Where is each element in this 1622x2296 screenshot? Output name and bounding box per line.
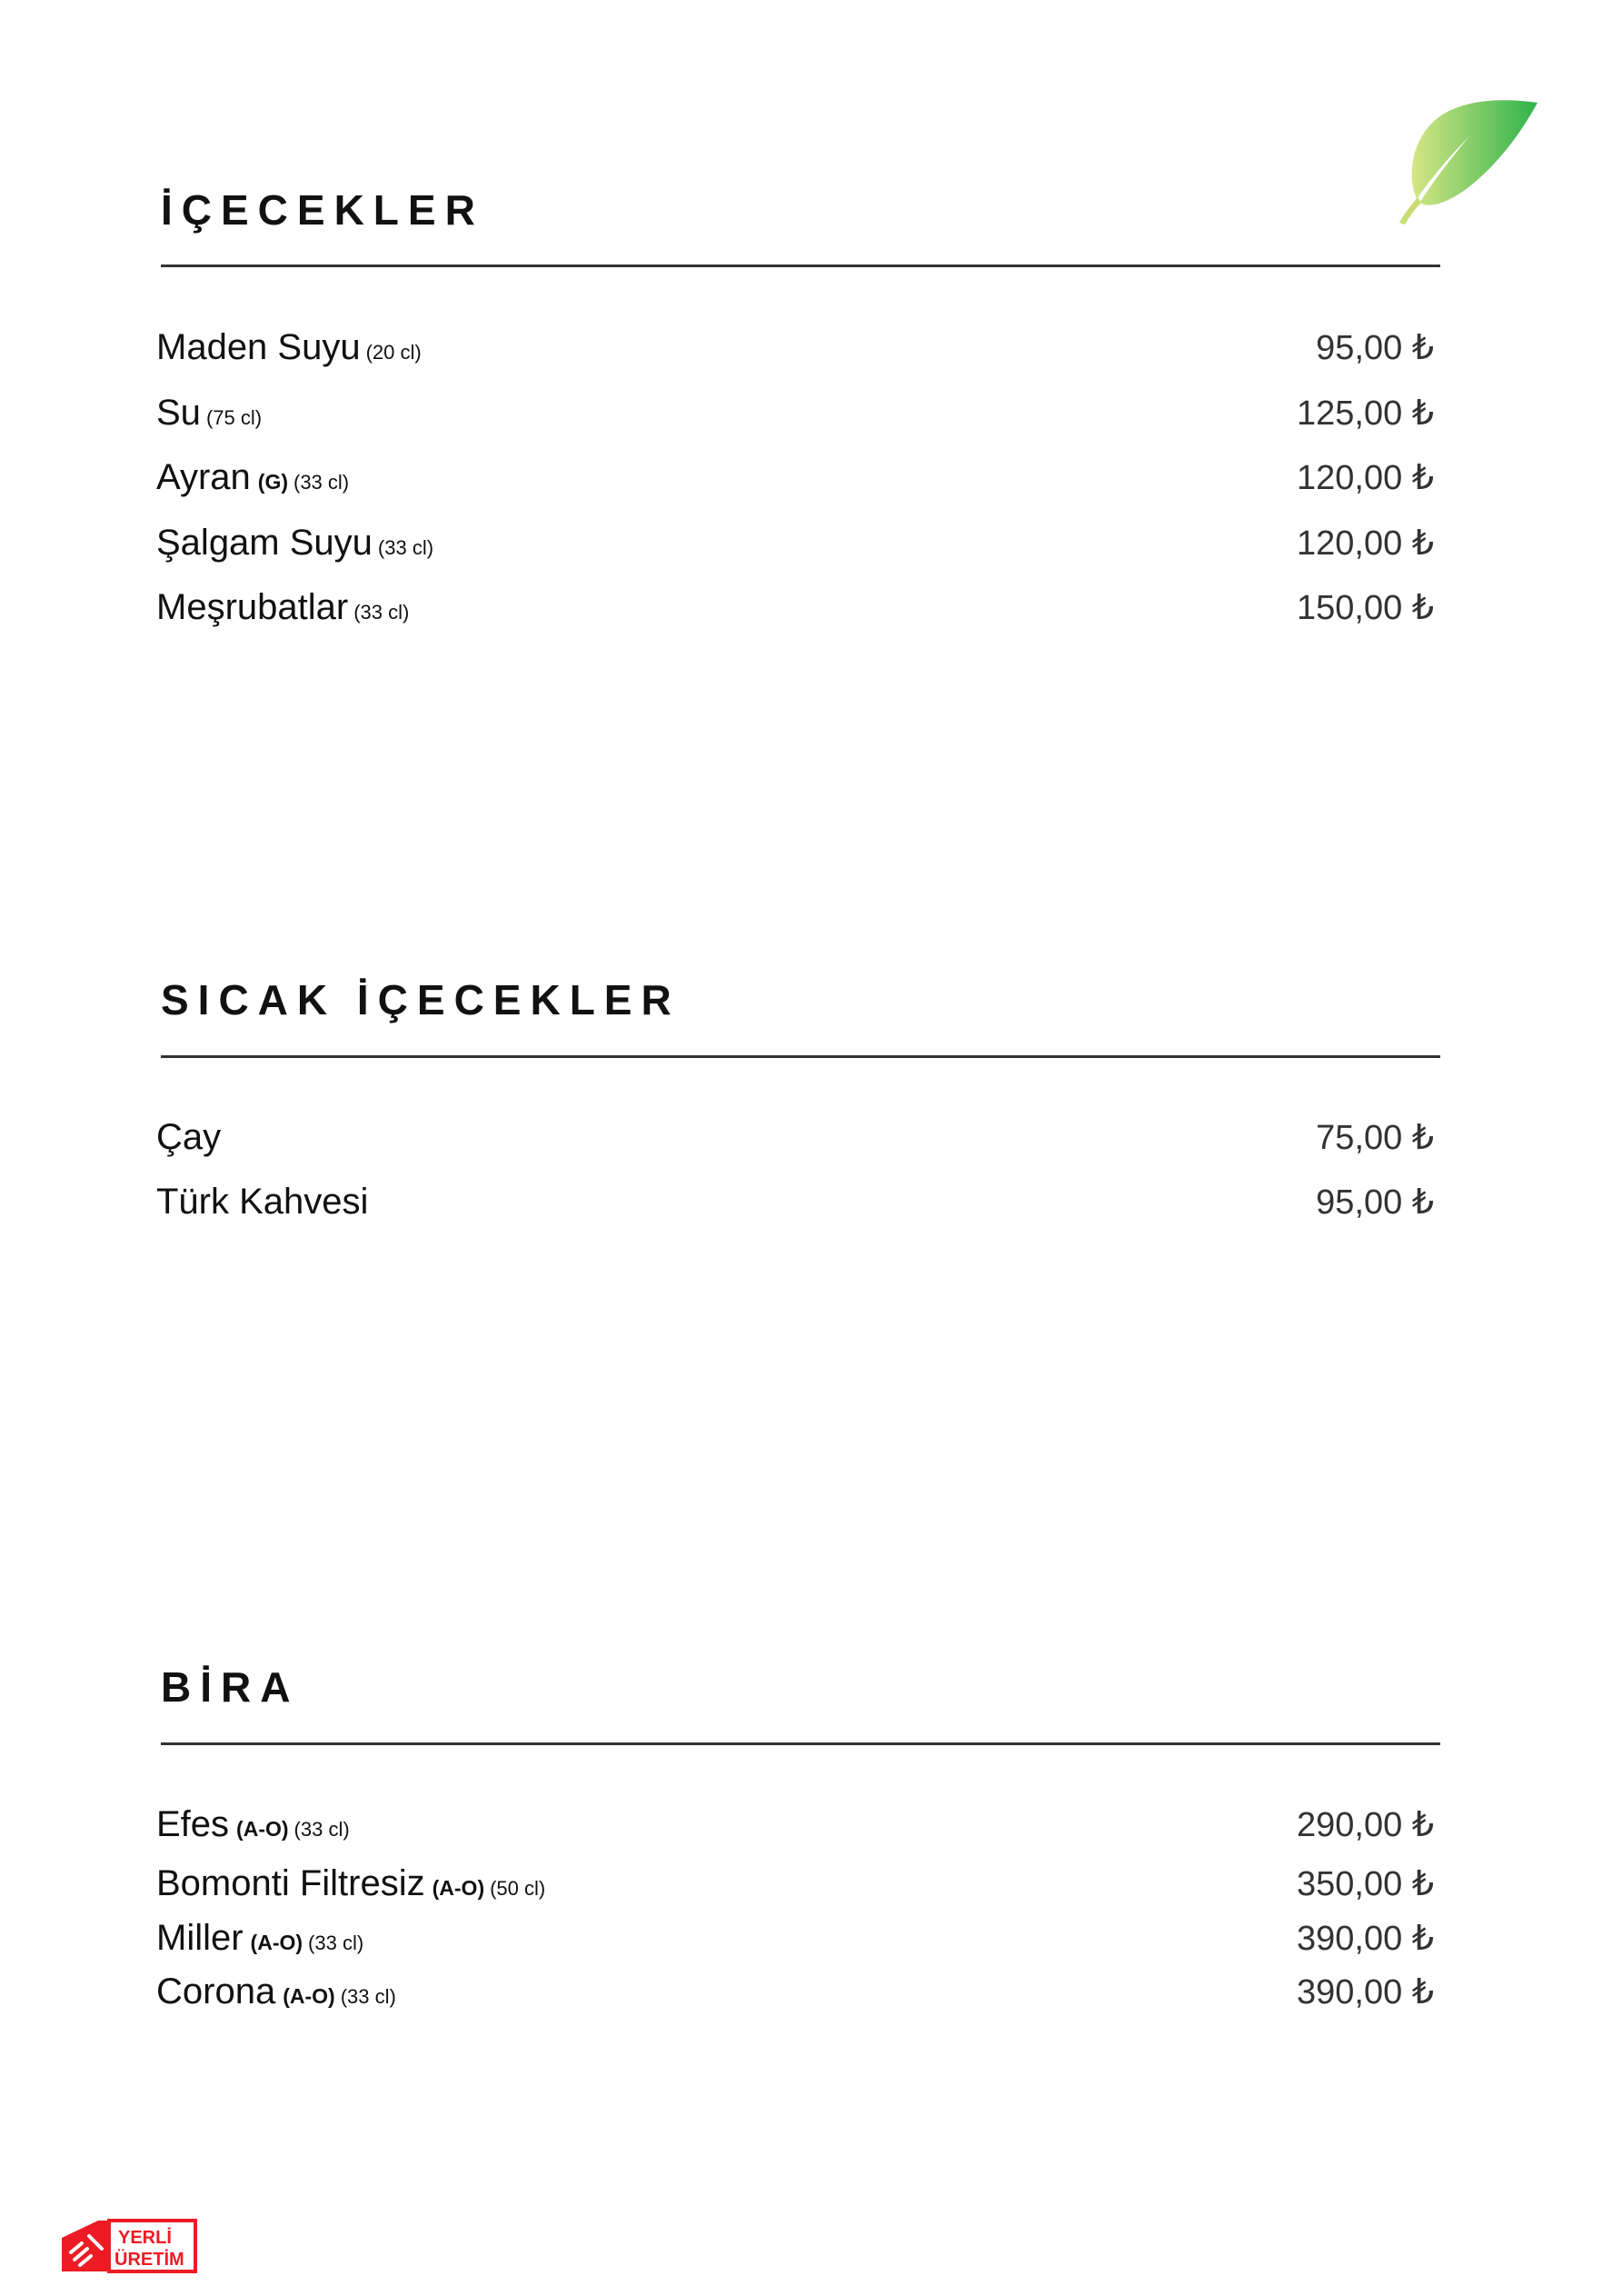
item-tag: (A-O) [236,1817,289,1841]
item-name: Su [156,393,201,433]
divider [161,1055,1440,1058]
item-volume: (20 cl) [365,341,422,364]
item-price: 390,00 ₺ [1297,1973,1434,2011]
item-name: Meşrubatlar [156,587,349,627]
item-name: Çay [156,1117,222,1157]
menu-item [156,327,1434,373]
menu-item [156,1972,1434,2017]
item-name: Şalgam Suyu [156,523,373,563]
section-title-bira: BİRA [161,1663,300,1711]
menu-item [156,457,1434,503]
item-tag: (A-O) [432,1876,485,1900]
divider [161,265,1440,267]
item-volume: (33 cl) [294,471,350,494]
menu-item [156,1863,1434,1909]
item-name: Ayran [156,457,251,497]
item-price: 150,00 ₺ [1297,589,1434,627]
yerli-uretim-logo [62,2218,198,2274]
item-name: Efes [156,1804,230,1844]
item-price: 125,00 ₺ [1297,394,1434,433]
item-price: 120,00 ₺ [1297,524,1434,563]
item-volume: (50 cl) [490,1877,546,1900]
item-volume: (33 cl) [353,601,410,624]
item-volume: (33 cl) [340,1985,396,2008]
menu-item [156,393,1434,438]
menu-item [156,1918,1434,1963]
item-volume: (33 cl) [308,1932,364,1954]
menu-item [156,1182,1434,1227]
item-volume: (33 cl) [294,1818,350,1841]
item-price: 120,00 ₺ [1297,459,1434,497]
menu-item [156,1804,1434,1850]
item-price: 290,00 ₺ [1297,1806,1434,1844]
item-name: Maden Suyu [156,327,361,367]
logo-line1: YERLİ [118,2228,172,2248]
menu-item [156,1117,1434,1163]
item-price: 95,00 ₺ [1316,1183,1434,1222]
item-name: Bomonti Filtresiz [156,1863,425,1903]
item-price: 95,00 ₺ [1316,329,1434,367]
section-title-sicak-icecekler: SICAK İÇECEKLER [161,976,681,1023]
item-volume: (33 cl) [377,536,434,559]
logo-line2: ÜRETİM [114,2250,184,2270]
item-volume: (75 cl) [205,406,263,429]
item-price: 390,00 ₺ [1297,1920,1434,1958]
item-name: Türk Kahvesi [156,1182,369,1222]
menu-item [156,587,1434,633]
item-tag: (A-O) [283,1984,335,2008]
item-name: Miller [156,1918,244,1958]
leaf-icon [1374,95,1542,227]
divider [161,1742,1440,1745]
menu-item [156,523,1434,568]
item-name: Corona [156,1972,276,2011]
item-tag: (A-O) [250,1931,304,1954]
item-price: 350,00 ₺ [1297,1865,1434,1903]
item-tag: (G) [257,470,288,494]
item-price: 75,00 ₺ [1316,1119,1434,1157]
section-title-icecekler: İÇECEKLER [161,186,484,234]
